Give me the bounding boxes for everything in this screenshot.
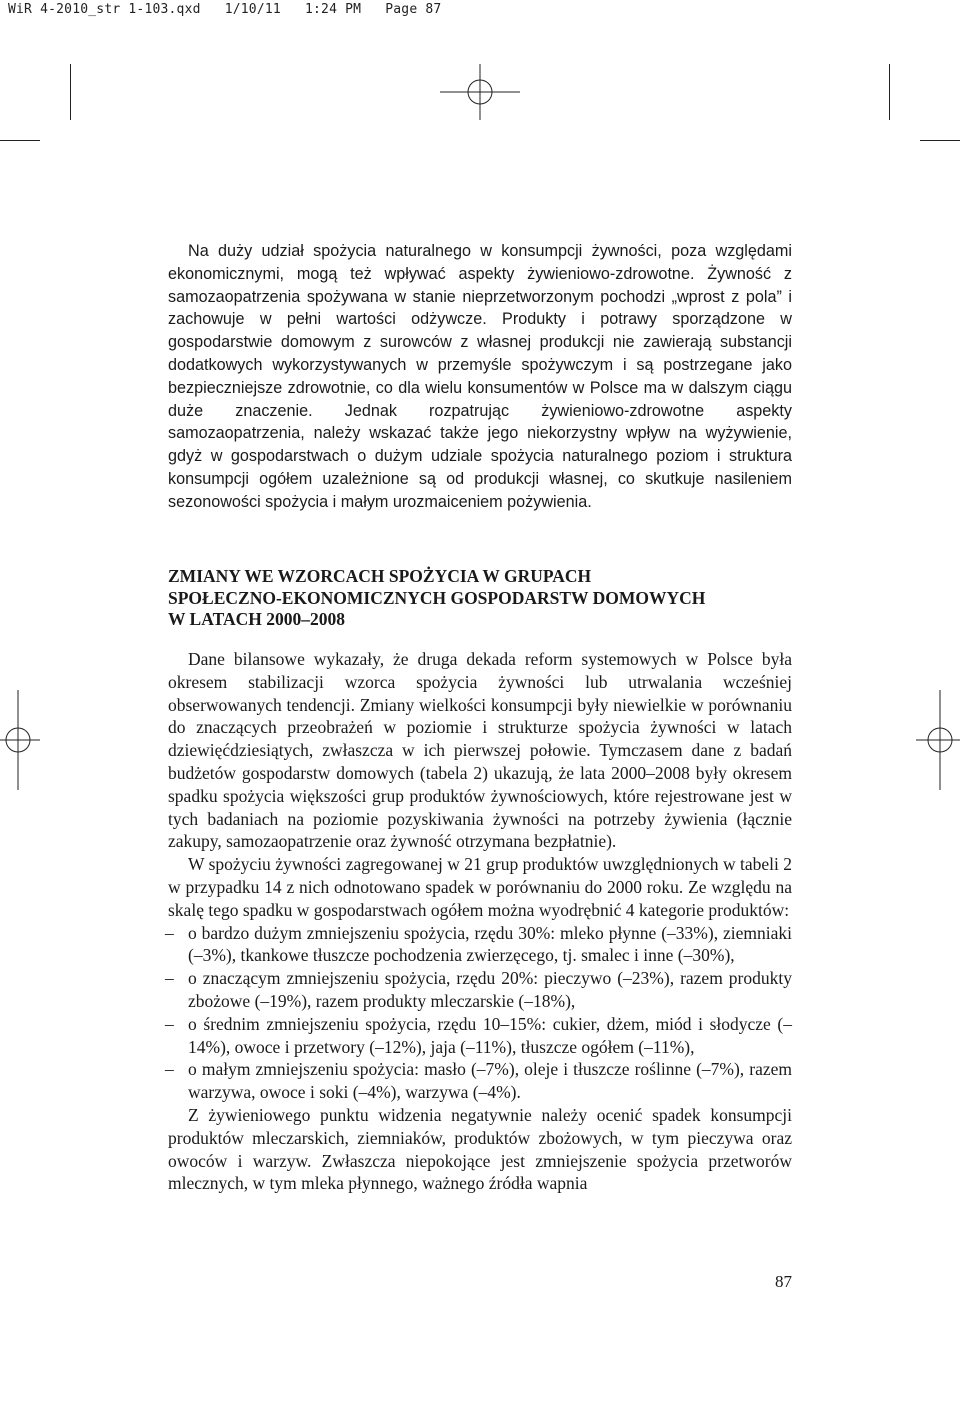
body-section <box>168 648 792 1195</box>
section-heading-line-3: W LATACH 2000–2008 <box>168 609 345 629</box>
registration-mark-top-icon <box>440 64 520 120</box>
body-paragraph-3: Z żywieniowego punktu widzenia negatywnie należy ocenić spadek konsumpcji produktów mleczarskich, ziemniaków, produktów zbożowych, w tym pieczywa oraz owoców i warzyw. Zwłaszcza niepokojące jest zmniejszenie spożycia przetworów mlecznych, w tym mleka płynnego, ważnego źródła wapnia <box>168 1104 792 1194</box>
crop-mark-top-left-horizontal <box>0 140 40 141</box>
page-number: 87 <box>775 1272 792 1291</box>
body-paragraph-2: W spożyciu żywności zagregowanej w 21 grup produktów uwzględnionych w tabeli 2 w przypadku 14 z nich odnotowano spadek w porównaniu do 2000 roku. Ze względu na skalę tego spadku w gospodarstwach ogółem można wyodrębnić 4 kategorie produktów: <box>168 854 792 920</box>
list-item: – o znaczącym zmniejszeniu spożycia, rzędu 20%: pieczywo (–23%), razem produkty zbożowe (–19%), razem produkty mleczarskie (–18%), <box>168 967 792 1013</box>
section-heading <box>168 566 792 631</box>
intro-section <box>168 240 792 514</box>
list-item: – o średnim zmniejszeniu spożycia, rzędu 10–15%: cukier, dżem, miód i słodycze (–14%), owoce i przetwory (–12%), jaja (–11%), tłuszcze ogółem (–11%), <box>168 1013 792 1059</box>
registration-mark-left-icon <box>0 690 40 790</box>
crop-mark-top-left <box>70 64 71 120</box>
list-item: – o małym zmniejszeniu spożycia: masło (–7%), oleje i tłuszcze roślinne (–7%), razem warzywa, owoce i soki (–4%), warzywa (–4%). <box>168 1058 792 1104</box>
printer-slug: WiR 4-2010_str 1-103.qxd 1/10/11 1:24 PM Page 87 <box>8 2 442 17</box>
body-paragraph-1: Dane bilansowe wykazały, że druga dekada reform systemowych w Polsce była okresem stabilizacji wzorca spożycia żywności lub utrwalania wcześniej obserwowanych tendencji. Zmiany wielkości konsumpcji były niewielkie w porównaniu do znaczących przeobrażeń w poziomie i strukturze spożycia żywności w latach dziewięćdziesiątych, zwłaszcza w ich pierwszej połowie. Tymczasem dane z badań budżetów gospodarstw domowych (tabela 2) ukazują, że lata 2000–2008 były okresem spadku spożycia większości grup produktów żywnościowych, które rejestrowane jest w tych badaniach na poziomie pozyskiwania żywności na potrzeby żywienia (łącznie zakupy, samozaopatrzenie oraz żywność otrzymana bezpłatnie). <box>168 649 792 852</box>
category-list <box>168 922 792 1104</box>
section-heading-line-2: SPOŁECZNO-EKONOMICZNYCH GOSPODARSTW DOMOWYCH <box>168 587 706 608</box>
section-heading-line-1: ZMIANY WE WZORCACH SPOŻYCIA W GRUPACH <box>168 566 592 586</box>
intro-paragraph: Na duży udział spożycia naturalnego w konsumpcji żywności, poza względami ekonomicznymi, mogą też wpływać aspekty żywieniowo-zdrowotne. Żywność z samozaopatrzenia spożywana w stanie nieprzetworzonym pochodzi „wprost z pola” i zachowuje w pełni wartości odżywcze. Produkty i potrawy sporządzone w gospodarstwie domowym z surowców z własnej produkcji nie zawierają substancji dodatkowych wykorzystywanych w przemyśle spożywczym i są postrzegane jako bezpieczniejsze zdrowotnie, co dla wielu konsumentów w Polsce ma w dalszym ciągu duże znaczenie. Jednak rozpatrując żywieniowo-zdrowotne aspekty samozaopatrzenia, należy wskazać także jego niekorzystny wpływ na wyżywienie, gdyż w gospodarstwach o dużym udziale spożycia naturalnego poziom i struktura konsumpcji ogółem uzależnione są od produkcji własnej, co skutkuje nasileniem sezonowości spożycia i małym urozmaiceniem pożywienia. <box>168 242 792 511</box>
crop-mark-top-right <box>889 64 890 120</box>
list-item: – o bardzo dużym zmniejszeniu spożycia, rzędu 30%: mleko płynne (–33%), ziemniaki (–3%), tkankowe tłuszcze pochodzenia zwierzęcego, tj. smalec i inne (–30%), <box>168 922 792 968</box>
registration-mark-right-icon <box>916 690 960 790</box>
crop-mark-top-right-horizontal <box>920 140 960 141</box>
